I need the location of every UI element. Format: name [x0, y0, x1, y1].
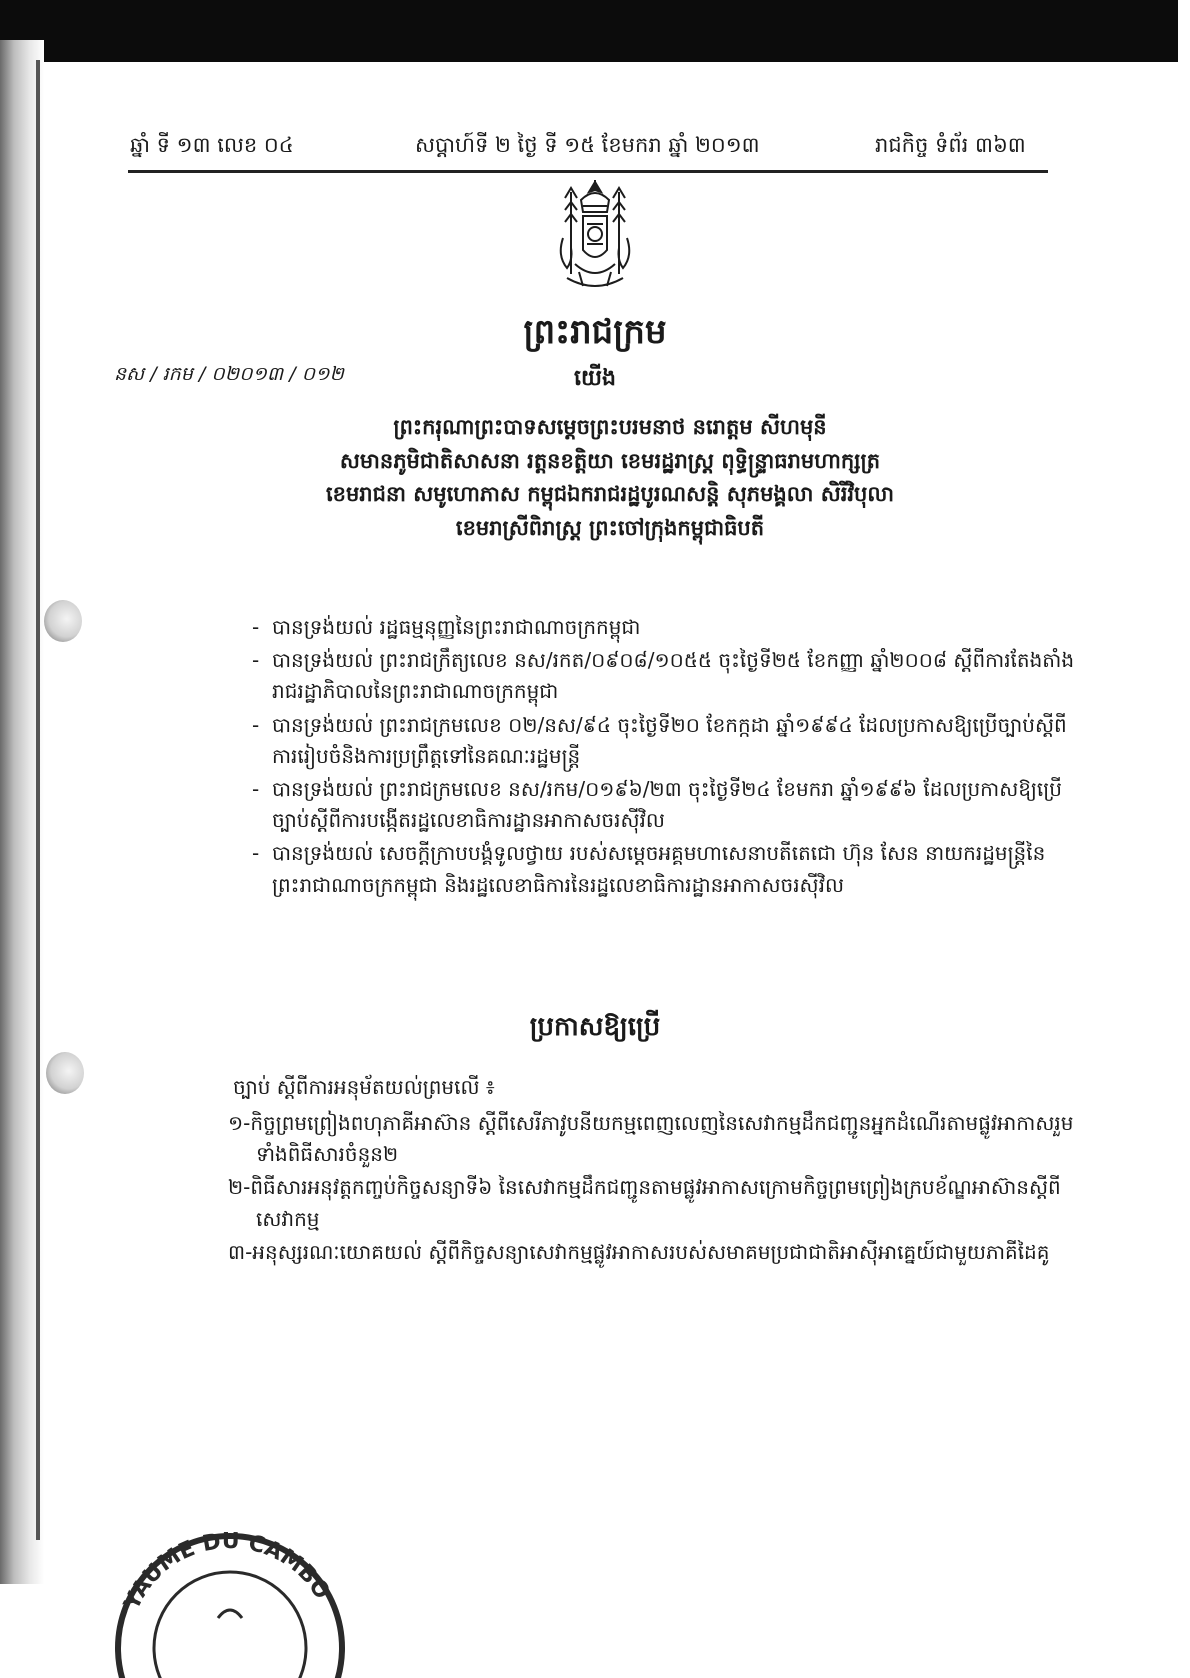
consideration-item: - បានទ្រង់យល់ ព្រះរាជក្រមលេខ នស/រកម/០១៩៦/២៣ ចុះថ្ងៃទី២៤ ខែមករា ឆ្នាំ១៩៩៦ ដែលប្រកាសឱ្យប្រើច្បាប់ស្តីពីការបង្កើតរដ្ឋលេខាធិការដ្ឋានអាកាសចរស៊ីវិល — [248, 774, 1088, 836]
scan-right-edge — [1178, 0, 1190, 1584]
consideration-item: - បានទ្រង់យល់ ព្រះរាជក្រឹត្យលេខ នស/រកត/០៩០៨/១០៥៥ ចុះថ្ងៃទី២៥ ខែកញ្ញា ឆ្នាំ២០០៨ ស្តីពីការតែងតាំងរាជរដ្ឋាភិបាលនៃព្រះរាជាណាចក្រកម្ពុជា — [248, 645, 1088, 707]
decree-title: ព្រះរាជក្រម — [523, 312, 667, 352]
consideration-item: - បានទ្រង់យល់ ព្រះរាជក្រមលេខ ០២/នស/៩៤ ចុះថ្ងៃទី២០ ខែកក្កដា ឆ្នាំ១៩៩៤ ដែលប្រកាសឱ្យប្រើច្បាប់ស្តីពីការរៀបចំនិងការប្រព្រឹត្តទៅនៃគណៈរដ្ឋមន្ត្រី — [248, 710, 1088, 772]
law-intro: ច្បាប់ ស្តីពីការអនុម័តយល់ព្រមលើ ៖ — [233, 1075, 495, 1099]
gazette-header — [130, 128, 1050, 164]
header-year-issue: ឆ្នាំ ទី ១៣ លេខ ០៤ — [130, 133, 294, 157]
header-divider — [128, 170, 1048, 173]
royal-arms-icon — [553, 178, 637, 298]
law-items-list — [228, 1108, 1088, 1270]
king-title-line: សមានភូមិជាតិសាសនា រត្តនខត្តិយា ខេមរដ្ឋរាស្ត្រ ពុទ្ធិន្ទ្រាធរាមហាក្សត្រ — [339, 447, 881, 473]
header-page-number: រាជកិច្ច ទំព័រ ៣៦៣ — [875, 133, 1026, 157]
considerations-list — [248, 612, 1088, 903]
king-title-line: ខេមរាស្រីពិរាស្ត្រ ព្រះចៅក្រុងកម្ពុជាធិបតី — [455, 514, 765, 540]
king-title-line: ខេមរាជនា សមូហោភាស កម្ពុជឯករាជរដ្ឋបូរណសន្តិ សុភមង្គលា សិរីវិបុលា — [325, 481, 895, 507]
consideration-item: - បានទ្រង់យល់ រដ្ឋធម្មនុញ្ញនៃព្រះរាជាណាចក្រកម្ពុជា — [248, 612, 1088, 643]
king-title-line: ព្រះករុណាព្រះបាទសម្តេចព្រះបរមនាថ នរោត្តម សីហមុនី — [393, 414, 827, 439]
punch-hole-bottom — [46, 1052, 84, 1094]
seal-text: YAUME DU CAMBO — [119, 1528, 335, 1614]
law-item: ៣-អនុស្សរណៈយោគយល់ ស្តីពីកិច្ចសន្យាសេវាកម្មផ្លូវអាកាសរបស់សមាគមប្រជាជាតិអាស៊ីអាគ្នេយ៍ជាមួយភាគីដៃគូ — [228, 1239, 1050, 1264]
scan-top-border — [0, 0, 1178, 62]
king-titles — [150, 410, 1070, 544]
header-date: សប្តាហ៍ទី ២ ថ្ងៃ ទី ១៥ ខែមករា ឆ្នាំ ២០១៣ — [415, 133, 760, 157]
decree-we: យើង — [574, 365, 616, 391]
binding-line — [36, 60, 40, 1540]
law-item: ១-កិច្ចព្រមព្រៀងពហុភាគីអាស៊ាន ស្តីពីសេរីភាវូបនីយកម្មពេញលេញនៃសេវាកម្មដឹកជញ្ជូនអ្នកដំណើរតាមផ្លូវអាកាសរួមទាំងពិធីសារចំនួន២ — [228, 1111, 1074, 1167]
law-item: ២-ពិធីសារអនុវត្តកញ្ចប់កិច្ចសន្យាទី៦ នៃសេវាកម្មដឹកជញ្ជូនតាមផ្លូវអាកាសក្រោមកិច្ចព្រមព្រៀងក្របខ័ណ្ឌអាស៊ានស្តីពីសេវាកម្ម — [228, 1175, 1061, 1231]
punch-hole-top — [44, 600, 82, 642]
royal-seal-stamp-icon — [110, 1498, 350, 1678]
promulgate-heading: ប្រកាសឱ្យប្រើ — [529, 1012, 661, 1042]
consideration-item: - បានទ្រង់យល់ សេចក្តីក្រាបបង្គំទូលថ្វាយ របស់សម្តេចអគ្គមហាសេនាបតីតេជោ ហ៊ុន សែន នាយករដ្ឋមន្ត្រីនៃព្រះរាជាណាចក្រកម្ពុជា និងរដ្ឋលេខាធិការនៃរដ្ឋលេខាធិការដ្ឋានអាកាសចរស៊ីវិល — [248, 838, 1088, 900]
decree-number: នស / រកម / ០២០១៣ / ០១២ — [114, 363, 344, 385]
